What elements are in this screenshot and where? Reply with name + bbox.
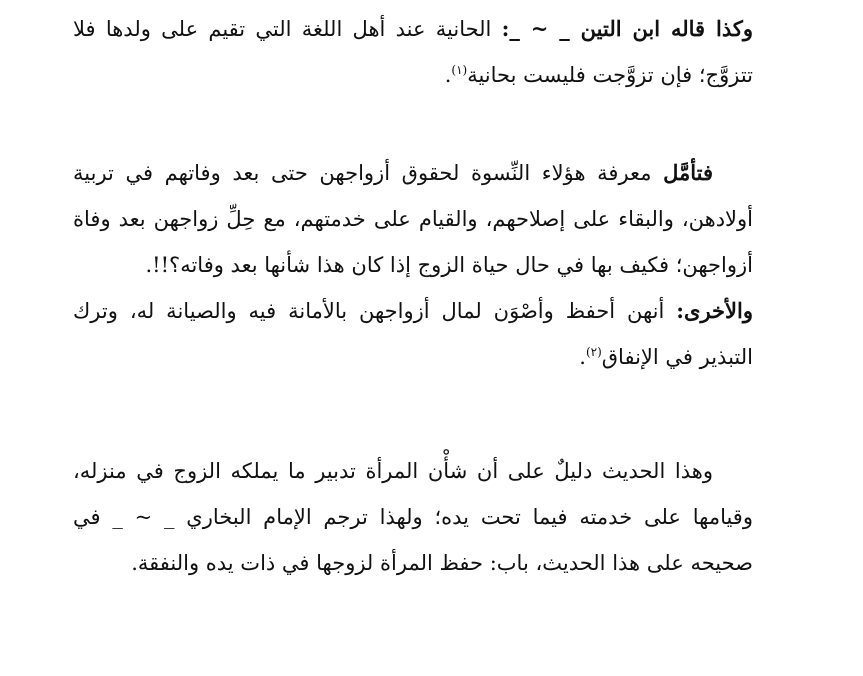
- paragraph-1: [73, 6, 753, 98]
- paragraph-2-lead-2: والأخرى:: [676, 298, 753, 323]
- paragraph-2: [73, 150, 753, 380]
- footnote-ref-2[interactable]: (٢): [585, 345, 602, 359]
- footnote-ref-1[interactable]: (١): [451, 63, 468, 77]
- paragraph-2-text: معرفة هؤلاء النِّسوة لحقوق أزواجهن حتى بعد وفاتهم في تربية أولادهن، والبقاء على إصلاحهم، والقيام على خدمتهم، مع حِلِّ زواجهن بعد وفاة أزواجهن؛ فكيف بها في حال حياة الزوج إذا كان هذا شأنها بعد وفاته؟!!.: [73, 161, 753, 277]
- paragraph-3: [73, 448, 753, 586]
- paragraph-3-text: وهذا الحديث دليلٌ على أن شأْن المرأة تدبير ما يملكه الزوج في منزله، وقيامها على خدمته فيما تحت يده؛ ولهذا ترجم الإمام البخاري _ ~ _ في صحيحه على هذا الحديث، باب: حفظ المرأة لزوجها في ذات يده والنفقة.: [73, 459, 753, 575]
- paragraph-1-text: الحانية عند أهل اللغة التي تقيم على ولدها فلا تتزوَّج؛ فإن تزوَّجت فليست بحانية: [73, 17, 753, 87]
- paragraph-1-end: .: [444, 63, 452, 87]
- paragraph-2-end: .: [579, 345, 586, 369]
- paragraph-2-lead: فتأمَّل: [663, 160, 713, 185]
- paragraph-1-lead: وكذا قاله ابن التين _ ~ _:: [501, 16, 753, 41]
- paragraph-2-text-2: أنهن أحفظ وأصْوَن لمال أزواجهن بالأمانة فيه والصيانة له، وترك التبذير في الإنفاق: [73, 299, 753, 369]
